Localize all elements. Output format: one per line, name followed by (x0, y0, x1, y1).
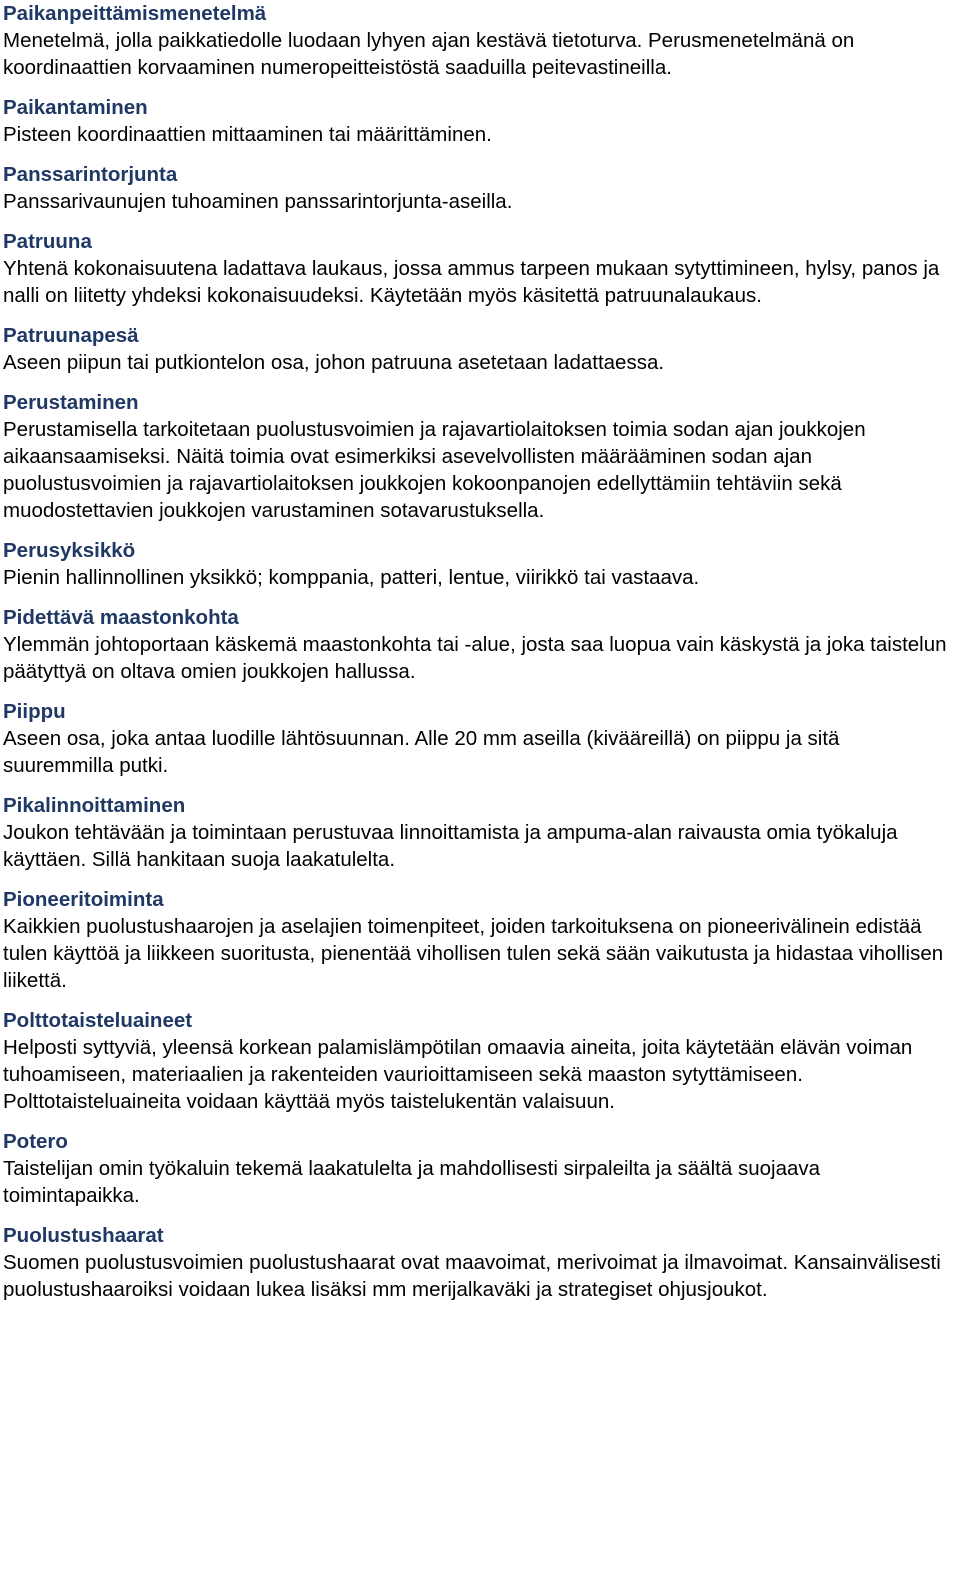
entry-term: Patruunapesä (3, 324, 139, 347)
entry-term: Pidettävä maastonkohta (3, 606, 239, 629)
entry-term: Polttotaisteluaineet (3, 1009, 193, 1032)
glossary-entry (3, 1222, 947, 1303)
glossary-entry (3, 792, 947, 873)
entry-definition: Suomen puolustusvoimien puolustushaarat ovat maavoimat, merivoimat ja ilmavoimat. Kansainvälisesti puolustushaaroiksi voidaan lukea lisäksi mm merijalkaväki ja strategiset ohjusjoukot. (3, 1251, 941, 1301)
glossary-entry (3, 228, 947, 309)
entry-definition: Yhtenä kokonaisuutena ladattava laukaus, jossa ammus tarpeen mukaan sytyttimineen, hylsy, panos ja nalli on liitetty yhdeksi kokonaisuudeksi. Käytetään myös käsitettä patruunalaukaus. (3, 257, 940, 307)
entry-term: Perusyksikkö (3, 539, 136, 562)
entry-definition: Kaikkien puolustushaarojen ja aselajien toimenpiteet, joiden tarkoituksena on pioneerivälinein edistää tulen käyttöä ja liikkeen suoritusta, pienentää vihollisen tulen sekä sään vaikutusta ja hidastaa vihollisen liikettä. (3, 915, 944, 992)
glossary-entry (3, 389, 947, 524)
entry-definition: Menetelmä, jolla paikkatiedolle luodaan lyhyen ajan kestävä tietoturva. Perusmenetelmänä on koordinaattien korvaaminen numeropeitteistöstä saaduilla peitevastineilla. (3, 29, 855, 79)
entry-term: Pikalinnoittaminen (3, 794, 186, 817)
entry-term: Perustaminen (3, 391, 139, 414)
entry-term: Potero (3, 1130, 68, 1153)
entry-definition: Taistelijan omin työkaluin tekemä laakatulelta ja mahdollisesti sirpaleilta ja säältä suojaava toimintapaikka. (3, 1157, 821, 1207)
entry-definition: Aseen osa, joka antaa luodille lähtösuunnan. Alle 20 mm aseilla (kivääreillä) on piippu ja sitä suuremmilla putki. (3, 727, 840, 777)
glossary-entry (3, 886, 947, 994)
entry-definition: Joukon tehtävään ja toimintaan perustuvaa linnoittamista ja ampuma-alan raivausta omia työkaluja käyttäen. Sillä hankitaan suoja laakatulelta. (3, 821, 898, 871)
entry-definition: Perustamisella tarkoitetaan puolustusvoimien ja rajavartiolaitoksen toimia sodan ajan joukkojen aikaansaamiseksi. Näitä toimia ovat esimerkiksi asevelvollisten määrääminen sodan ajan puolustusvoimien ja rajavartiolaitoksen joukkojen kokoonpanojen edellyttämiin tehtäviin sekä muodostettavien joukkojen varustaminen sotavarustuksella. (3, 418, 866, 522)
entry-definition: Pienin hallinnollinen yksikkö; komppania, patteri, lentue, viirikkö tai vastaava. (3, 566, 700, 589)
entry-term: Pioneeritoiminta (3, 888, 164, 911)
entry-definition: Helposti syttyviä, yleensä korkean palamislämpötilan omaavia aineita, joita käytetään elävän voiman tuhoamiseen, materiaalien ja rakenteiden vaurioittamiseen sekä maaston sytyttämiseen. Polttotaisteluaineita voidaan käyttää myös taistelukentän valaisuun. (3, 1036, 913, 1113)
entry-term: Panssarintorjunta (3, 163, 178, 186)
glossary-entry (3, 537, 947, 591)
entry-term: Paikantaminen (3, 96, 148, 119)
entry-definition: Ylemmän johtoportaan käskemä maastonkohta tai -alue, josta saa luopua vain käskystä ja joka taistelun päätyttyä on oltava omien joukkojen hallussa. (3, 633, 947, 683)
glossary-entry (3, 698, 947, 779)
entry-term: Patruuna (3, 230, 92, 253)
glossary-page (3, 0, 947, 1316)
glossary-entry (3, 322, 947, 376)
entry-term: Piippu (3, 700, 66, 723)
glossary-entry (3, 604, 947, 685)
glossary-entry (3, 1128, 947, 1209)
entry-definition: Pisteen koordinaattien mittaaminen tai määrittäminen. (3, 123, 492, 146)
glossary-entry (3, 94, 947, 148)
glossary-entry (3, 0, 947, 81)
glossary-entry (3, 161, 947, 215)
entry-definition: Aseen piipun tai putkiontelon osa, johon patruuna asetetaan ladattaessa. (3, 351, 665, 374)
entry-definition: Panssarivaunujen tuhoaminen panssarintorjunta-aseilla. (3, 190, 513, 213)
glossary-entry (3, 1007, 947, 1115)
entry-term: Paikanpeittämismenetelmä (3, 2, 267, 25)
entry-term: Puolustushaarat (3, 1224, 164, 1247)
